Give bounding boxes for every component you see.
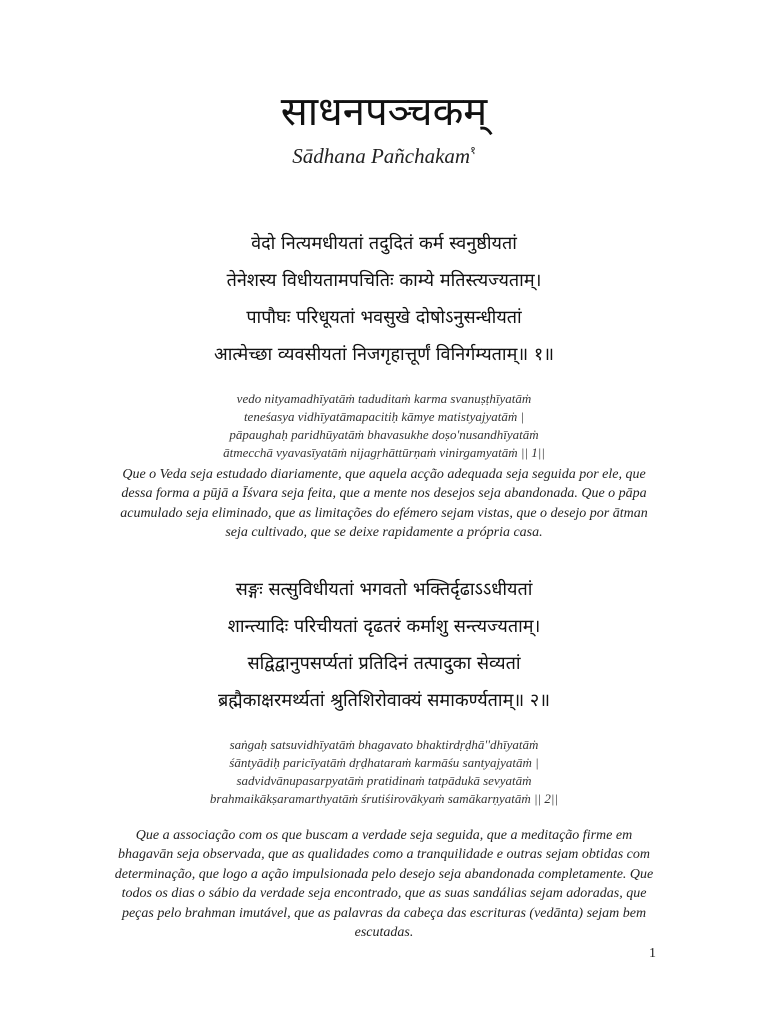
translit-line: pāpaughaḥ paridhūyatāṁ bhavasukhe doṣo'nusandhīyatāṁ [229,427,539,442]
page-number: 1 [649,946,656,961]
footnote-mark: १ [470,144,476,157]
verse-2-devanagari [0,571,768,719]
verse-1-translation: Que o Veda seja estudado diariamente, que aquela acção adequada seja seguida por ele, que dessa forma a pūjā a Īśvara seja feita, que a mente nos desejos seja abandonada. Que o pāpa acumulado seja eliminado, que as limitações do efémero sejam vistas, que o desejo por ātman seja cultivado, que se deixe rapidamente a própria casa. [120,467,648,541]
translit-line: sadvidvānupasarpyatāṁ pratidinaṁ tatpādukā sevyatāṁ [236,773,532,788]
translit-line: teneśasya vidhīyatāmapacitiḥ kāmye matistyajyatāṁ | [243,409,525,424]
verse-line: पापौघः परिधूयतां भवसुखे दोषोऽनुसन्धीयतां [246,307,522,328]
verse-line: सङ्गः सत्सुविधीयतां भगवतो भक्तिर्दृढाऽऽधीयतां [235,579,533,600]
verse-line: ब्रह्मैकाक्षरमर्थ्यतां श्रुतिशिरोवाक्यं समाकर्ण्यताम्॥ २॥ [217,690,551,711]
subtitle-text: Sādhana Pañchakam [292,144,471,168]
verse-line: सद्विद्वानुपसर्प्यतां प्रतिदिनं तत्पादुका सेव्यतां [247,653,521,674]
verse-1-devanagari [0,225,768,373]
translit-line: śāntyādiḥ paricīyatāṁ dṛḍhataraṁ karmāśu santyajyatāṁ | [229,755,539,770]
verse-2-transliteration [0,736,768,808]
verse-1-transliteration [0,390,768,462]
verse-line: आत्मेच्छा व्यवसीयतां निजगृहात्तूर्णं विनिर्गम्यताम्॥ १॥ [214,344,554,365]
page-subtitle [0,143,768,169]
verse-line: शान्त्यादिः परिचीयतां दृढतरं कर्माशु सन्त्यज्यताम्। [227,616,541,637]
translit-line: brahmaikākṣaramarthyatāṁ śrutiśirovākyaṁ samākarṇyatāṁ || 2|| [209,791,559,806]
page-title: साधनपञ्चकम् [280,89,488,135]
verse-line: वेदो नित्यमधीयतां तदुदितं कर्म स्वनुष्ठीयतां [251,233,517,254]
translit-line: ātmecchā vyavasīyatāṁ nijagṛhāttūrṇaṁ vinirgamyatāṁ || 1|| [223,445,545,460]
translit-line: vedo nityamadhīyatāṁ taduditaṁ karma svanuṣṭhīyatāṁ [236,391,532,406]
verse-line: तेनेशस्य विधीयतामपचितिः काम्ये मतिस्त्यज्यताम्। [226,270,542,291]
translit-line: saṅgaḥ satsuvidhīyatāṁ bhagavato bhaktirdṛḍhā''dhīyatāṁ [229,737,539,752]
verse-2-translation: Que a associação com os que buscam a verdade seja seguida, que a meditação firme em bhagavān seja observada, que as qualidades como a tranquilidade e outras sejam obtidas com determinação, que logo a ação impulsionada pelo desejo seja abandonada completamente. Que todos os dias o sábio da verdade seja encontrado, que as suas sandálias sejam adoradas, que peças pelo brahman imutável, que as palavras da cabeça das escrituras (vedānta) sejam bem escutadas. [114,828,654,941]
